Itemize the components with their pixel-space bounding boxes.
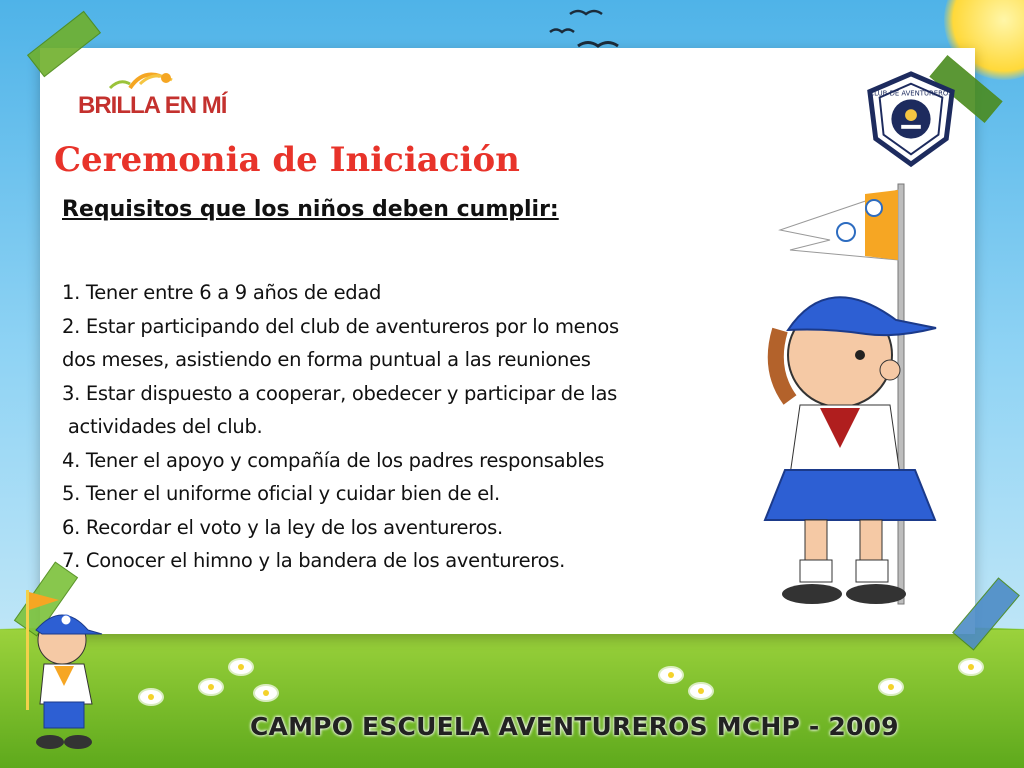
- daisy-decoration: [230, 660, 252, 674]
- logo-text: BRILLA EN MÍ: [78, 92, 227, 119]
- daisy-decoration: [960, 660, 982, 674]
- requirements-list: [62, 276, 762, 578]
- requirement-line: 5. Tener el uniforme oficial y cuidar bien de el.: [62, 482, 500, 505]
- badge-text: CLUB DE AVENTUREROS: [869, 89, 953, 98]
- daisy-decoration: [140, 690, 162, 704]
- birds-icon: [540, 6, 630, 52]
- requirement-line: actividades del club.: [62, 415, 263, 438]
- adventurer-girl-with-flag: [760, 180, 960, 610]
- page-title: Ceremonia de Iniciación: [54, 140, 520, 180]
- footer-banner: CAMPO ESCUELA AVENTUREROS MCHP - 2009: [250, 712, 899, 741]
- adventurer-boy: [14, 590, 104, 755]
- requirement-line: 4. Tener el apoyo y compañía de los padres responsables: [62, 448, 605, 472]
- daisy-decoration: [880, 680, 902, 694]
- daisy-decoration: [660, 668, 682, 682]
- adventurers-club-badge-icon: [862, 70, 960, 168]
- daisy-decoration: [200, 680, 222, 694]
- requirement-line: 2. Estar participando del club de aventureros por lo menos: [62, 314, 619, 338]
- daisy-decoration: [690, 684, 712, 698]
- requirement-line: 1. Tener entre 6 a 9 años de edad: [62, 281, 382, 304]
- requirement-line: 3. Estar dispuesto a cooperar, obedecer y participar de las: [62, 381, 618, 405]
- daisy-decoration: [255, 686, 277, 700]
- requirement-line: dos meses, asistiendo en forma puntual a las reuniones: [62, 348, 591, 371]
- requirement-line: 7. Conocer el himno y la bandera de los aventureros.: [62, 549, 565, 572]
- requirements-heading: Requisitos que los niños deben cumplir:: [62, 197, 559, 222]
- requirement-line: 6. Recordar el voto y la ley de los aventureros.: [62, 515, 503, 539]
